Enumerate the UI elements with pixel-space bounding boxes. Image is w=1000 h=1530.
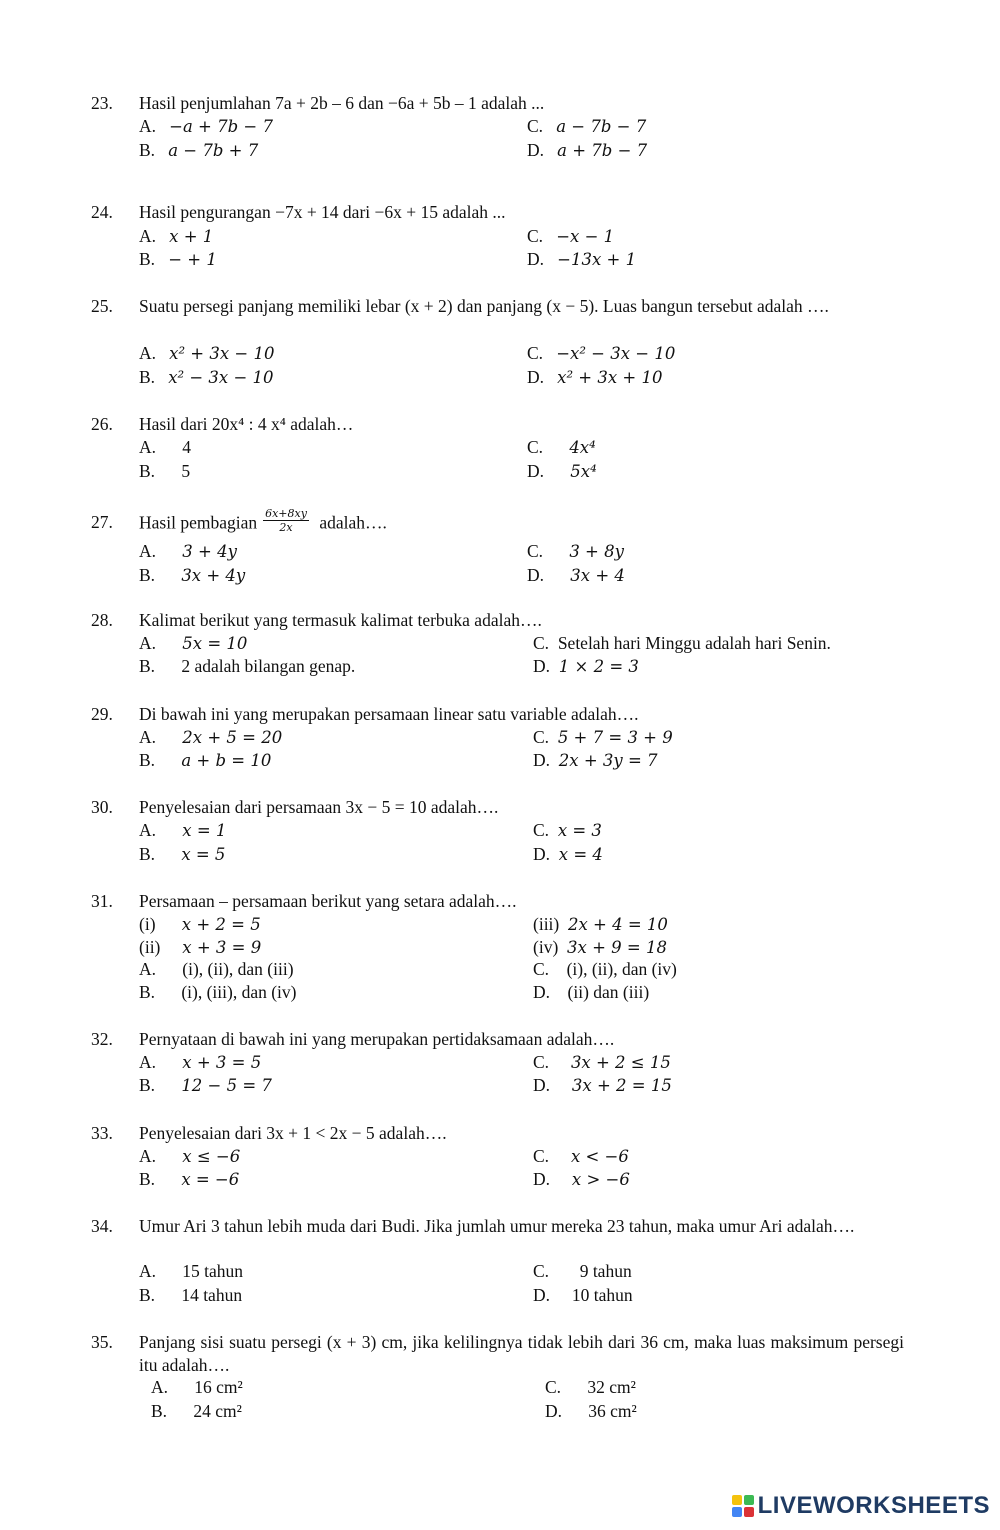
question-stem: Kalimat berikut yang termasuk kalimat terbuka adalah…. bbox=[139, 610, 542, 630]
logo-tile bbox=[744, 1495, 754, 1505]
question-stem: Hasil pembagian $\frac{6x+8xy}{2x}$ adalah…. bbox=[139, 507, 387, 534]
option-b[interactable]: B. 14 tahun bbox=[139, 1285, 243, 1305]
question-number: 29. bbox=[91, 704, 113, 724]
question-stem: Pernyataan di bawah ini yang merupakan pertidaksamaan adalah…. bbox=[139, 1029, 615, 1049]
option-c[interactable]: C. Setelah hari Minggu adalah hari Senin. bbox=[533, 633, 831, 653]
option-a[interactable]: A. x + 1 bbox=[139, 226, 214, 246]
option-d[interactable]: D. x² + 3x + 10 bbox=[527, 367, 663, 387]
question-stem: Panjang sisi suatu persegi (x + 3) cm, jika kelilingnya tidak lebih dari 36 cm, maka luas maksimum persegi itu adalah…. bbox=[139, 1332, 904, 1375]
option-c[interactable]: C. 32 cm² bbox=[545, 1377, 636, 1397]
option-d[interactable]: D. 1 × 2 = 3 bbox=[533, 656, 639, 676]
option-a[interactable]: A. x + 3 = 5 bbox=[139, 1052, 262, 1072]
option-a[interactable]: A. 2x + 5 = 20 bbox=[139, 727, 283, 747]
question-number: 26. bbox=[91, 414, 113, 434]
option-c[interactable]: C. 4x⁴ bbox=[527, 437, 596, 457]
question-stem: Suatu persegi panjang memiliki lebar (x + 2) dan panjang (x − 5). Luas bangun tersebut adalah …. bbox=[139, 296, 829, 316]
option-a[interactable]: A. 4 bbox=[139, 437, 192, 457]
option-d[interactable]: D. 10 tahun bbox=[533, 1285, 633, 1305]
option-b[interactable]: B. a − 7b + 7 bbox=[139, 140, 259, 160]
option-b[interactable]: B. 12 − 5 = 7 bbox=[139, 1075, 272, 1095]
option-a[interactable]: A. −a + 7b − 7 bbox=[139, 116, 273, 136]
option-c[interactable]: C. 5 + 7 = 3 + 9 bbox=[533, 727, 673, 747]
option-a[interactable]: A. (i), (ii), dan (iii) bbox=[139, 959, 294, 979]
option-b[interactable]: B. 2 adalah bilangan genap. bbox=[139, 656, 356, 676]
question-number: 32. bbox=[91, 1029, 113, 1049]
logo-tile bbox=[744, 1507, 754, 1517]
option-c[interactable]: C. x = 3 bbox=[533, 820, 602, 840]
option-d[interactable]: D. 3x + 4 bbox=[527, 565, 625, 585]
question-number: 31. bbox=[91, 891, 113, 911]
option-d[interactable]: D. 2x + 3y = 7 bbox=[533, 750, 658, 770]
question-number: 30. bbox=[91, 797, 113, 817]
question-number: 24. bbox=[91, 202, 113, 222]
option-b[interactable]: B. − + 1 bbox=[139, 249, 217, 269]
option-a[interactable]: A. 5x = 10 bbox=[139, 633, 248, 653]
option-b[interactable]: B. x² − 3x − 10 bbox=[139, 367, 274, 387]
option-a[interactable]: A. 3 + 4y bbox=[139, 541, 237, 561]
option-b[interactable]: B. x = 5 bbox=[139, 844, 226, 864]
option-c[interactable]: C. x < −6 bbox=[533, 1146, 629, 1166]
option-a[interactable]: A. 15 tahun bbox=[139, 1261, 244, 1281]
logo-icon bbox=[732, 1495, 754, 1517]
option-b[interactable]: B. (i), (iii), dan (iv) bbox=[139, 982, 297, 1002]
question-number: 27. bbox=[91, 512, 113, 532]
question-stem: Persamaan – persamaan berikut yang setara adalah…. bbox=[139, 891, 517, 911]
question-number: 35. bbox=[91, 1332, 113, 1352]
question-number: 23. bbox=[91, 93, 113, 113]
question-stem: Hasil penjumlahan 7a + 2b – 6 dan −6a + 5b – 1 adalah ... bbox=[139, 93, 545, 113]
statement-i: (i) x + 2 = 5 bbox=[139, 914, 261, 934]
option-c[interactable]: C. a − 7b − 7 bbox=[527, 116, 647, 136]
option-b[interactable]: B. 5 bbox=[139, 461, 191, 481]
option-c[interactable]: C. (i), (ii), dan (iv) bbox=[533, 959, 677, 979]
option-d[interactable]: D. x = 4 bbox=[533, 844, 603, 864]
statement-ii: (ii) x + 3 = 9 bbox=[139, 937, 262, 957]
option-c[interactable]: C. −x − 1 bbox=[527, 226, 615, 246]
option-b[interactable]: B. x = −6 bbox=[139, 1169, 240, 1189]
option-c[interactable]: C. 3x + 2 ≤ 15 bbox=[533, 1052, 671, 1072]
option-c[interactable]: C. −x² − 3x − 10 bbox=[527, 343, 676, 363]
option-a[interactable]: A. x² + 3x − 10 bbox=[139, 343, 275, 363]
logo-tile bbox=[732, 1495, 742, 1505]
question-stem: Penyelesaian dari persamaan 3x − 5 = 10 adalah…. bbox=[139, 797, 499, 817]
question-stem: Hasil dari 20x⁴ : 4 x⁴ adalah… bbox=[139, 414, 354, 434]
statement-iv: (iv) 3x + 9 = 18 bbox=[533, 937, 667, 957]
question-number: 34. bbox=[91, 1216, 113, 1236]
option-c[interactable]: C. 3 + 8y bbox=[527, 541, 624, 561]
logo-text: LIVEWORKSHEETS bbox=[757, 1492, 990, 1519]
option-d[interactable]: D. x > −6 bbox=[533, 1169, 630, 1189]
statement-iii: (iii) 2x + 4 = 10 bbox=[533, 914, 668, 934]
option-b[interactable]: B. 3x + 4y bbox=[139, 565, 246, 585]
option-a[interactable]: A. x ≤ −6 bbox=[139, 1146, 241, 1166]
option-b[interactable]: B. 24 cm² bbox=[151, 1401, 242, 1421]
question-stem: Penyelesaian dari 3x + 1 < 2x − 5 adalah…. bbox=[139, 1123, 447, 1143]
option-d[interactable]: D. (ii) dan (iii) bbox=[533, 982, 650, 1002]
question-number: 28. bbox=[91, 610, 113, 630]
question-number: 25. bbox=[91, 296, 113, 316]
logo-tile bbox=[732, 1507, 742, 1517]
option-d[interactable]: D. 5x⁴ bbox=[527, 461, 597, 481]
option-a[interactable]: A. x = 1 bbox=[139, 820, 227, 840]
option-d[interactable]: D. 36 cm² bbox=[545, 1401, 637, 1421]
option-d[interactable]: D. 3x + 2 = 15 bbox=[533, 1075, 672, 1095]
option-b[interactable]: B. a + b = 10 bbox=[139, 750, 272, 770]
question-stem: Umur Ari 3 tahun lebih muda dari Budi. Jika jumlah umur mereka 23 tahun, maka umur Ari adalah…. bbox=[139, 1216, 855, 1236]
question-stem: Hasil pengurangan −7x + 14 dari −6x + 15 adalah ... bbox=[139, 202, 506, 222]
liveworksheets-logo[interactable] bbox=[732, 1492, 990, 1520]
question-stem: Di bawah ini yang merupakan persamaan linear satu variable adalah…. bbox=[139, 704, 639, 724]
option-a[interactable]: A. 16 cm² bbox=[151, 1377, 243, 1397]
option-d[interactable]: D. a + 7b − 7 bbox=[527, 140, 648, 160]
fraction: $\frac{6x+8xy}{2x}$ bbox=[265, 507, 307, 534]
question-number: 33. bbox=[91, 1123, 113, 1143]
option-c[interactable]: C. 9 tahun bbox=[533, 1261, 632, 1281]
option-d[interactable]: D. −13x + 1 bbox=[527, 249, 637, 269]
